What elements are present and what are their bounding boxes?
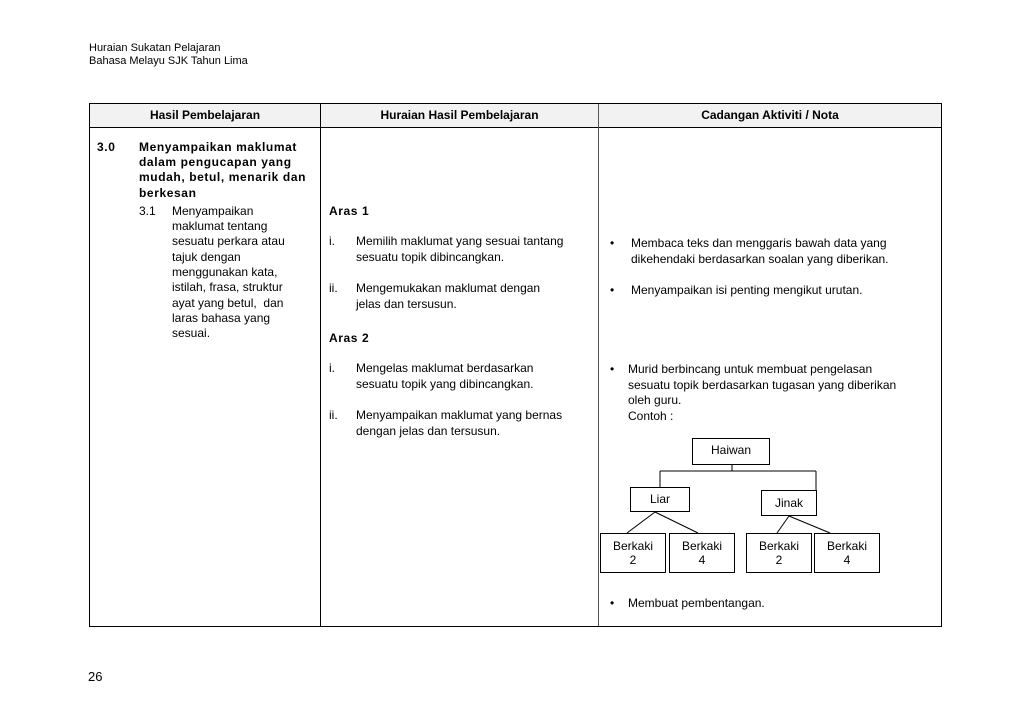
leaf-label: Berkaki: [758, 539, 799, 553]
bullet-icon: •: [610, 362, 615, 376]
column-header-cadangan: Cadangan Aktiviti / Nota: [701, 108, 839, 122]
sub-outcome-line: maklumat tentang: [172, 219, 268, 233]
aras-2-item-line: Mengelas maklumat berdasarkan: [356, 361, 534, 375]
aras-1-item-number: i.: [329, 234, 335, 248]
header-line-1: Huraian Sukatan Pelajaran: [89, 42, 221, 54]
page-number: 26: [88, 669, 103, 684]
activity-line: dikehendaki berdasarkan soalan yang diberikan.: [631, 252, 889, 266]
activity-line: Membaca teks dan menggaris bawah data yang: [631, 236, 887, 250]
bullet-icon: •: [610, 236, 615, 250]
sub-outcome-line: istilah, frasa, struktur: [172, 280, 283, 294]
aras-2-item-line: dengan jelas dan tersusun.: [356, 424, 501, 438]
outcome-title-line: Menyampaikan maklumat: [139, 140, 297, 154]
leaf-label: Berkaki: [681, 539, 722, 553]
aras-1-item-line: Memilih maklumat yang sesuai tantang: [356, 234, 564, 248]
diagram-node-liar: Liar: [630, 487, 690, 512]
aras-2-item-line: sesuatu topik yang dibincangkan.: [356, 377, 534, 391]
activity-line: Membuat pembentangan.: [628, 596, 765, 610]
leaf-value: 4: [698, 553, 706, 567]
header-line-2: Bahasa Melayu SJK Tahun Lima: [89, 55, 248, 67]
diagram-node-root: Haiwan: [692, 438, 770, 465]
activity-line: Contoh :: [628, 409, 674, 423]
outcome-title-line: mudah, betul, menarik dan: [139, 170, 307, 184]
sub-outcome-line: laras bahasa yang: [172, 311, 271, 325]
outcome-title-line: dalam pengucapan yang: [139, 155, 292, 169]
aras-2-heading: Aras 2: [329, 331, 370, 345]
diagram-node-leaf: [814, 533, 880, 573]
diagram-node-leaf: [746, 533, 812, 573]
leaf-label: Berkaki: [826, 539, 867, 553]
leaf-value: 4: [843, 553, 851, 567]
sub-outcome-line: ayat yang betul, dan: [172, 296, 284, 310]
column-header-hasil: Hasil Pembelajaran: [149, 108, 261, 122]
activity-line: oleh guru.: [628, 393, 682, 407]
diagram-node-leaf: [669, 533, 735, 573]
sub-outcome-line: menggunakan kata,: [172, 265, 278, 279]
sub-outcome-line: tajuk dengan: [172, 250, 241, 264]
syllabus-table: [89, 103, 942, 627]
activity-line: sesuatu topik berdasarkan tugasan yang diberikan: [628, 378, 897, 392]
aras-1-item-line: sesuatu topik dibincangkan.: [356, 250, 505, 264]
bullet-icon: •: [610, 596, 615, 610]
leaf-label: Berkaki: [612, 539, 653, 553]
aras-1-item-line: jelas dan tersusun.: [356, 297, 457, 311]
aras-1-item-number: ii.: [329, 281, 338, 295]
aras-2-item-number: ii.: [329, 408, 338, 422]
aras-2-item-line: Menyampaikan maklumat yang bernas: [356, 408, 563, 422]
column-header-huraian: Huraian Hasil Pembelajaran: [380, 108, 539, 122]
sub-outcome-line: Menyampaikan: [172, 204, 254, 218]
leaf-value: 2: [629, 553, 637, 567]
outcome-number: 3.0: [97, 140, 116, 154]
aras-1-item-line: Mengemukakan maklumat dengan: [356, 281, 541, 295]
leaf-value: 2: [775, 553, 783, 567]
bullet-icon: •: [610, 283, 615, 297]
sub-outcome-line: sesuai.: [172, 326, 211, 340]
activity-line: Menyampaikan isi penting mengikut urutan.: [631, 283, 863, 297]
diagram-node-jinak: Jinak: [761, 490, 817, 516]
aras-2-item-number: i.: [329, 361, 335, 375]
sub-outcome-number: 3.1: [139, 204, 156, 218]
aras-1-heading: Aras 1: [329, 204, 370, 218]
diagram-node-leaf: [600, 533, 666, 573]
activity-line: Murid berbincang untuk membuat pengelasan: [628, 362, 873, 376]
outcome-title-line: berkesan: [139, 186, 197, 200]
sub-outcome-line: sesuatu perkara atau: [172, 234, 285, 248]
